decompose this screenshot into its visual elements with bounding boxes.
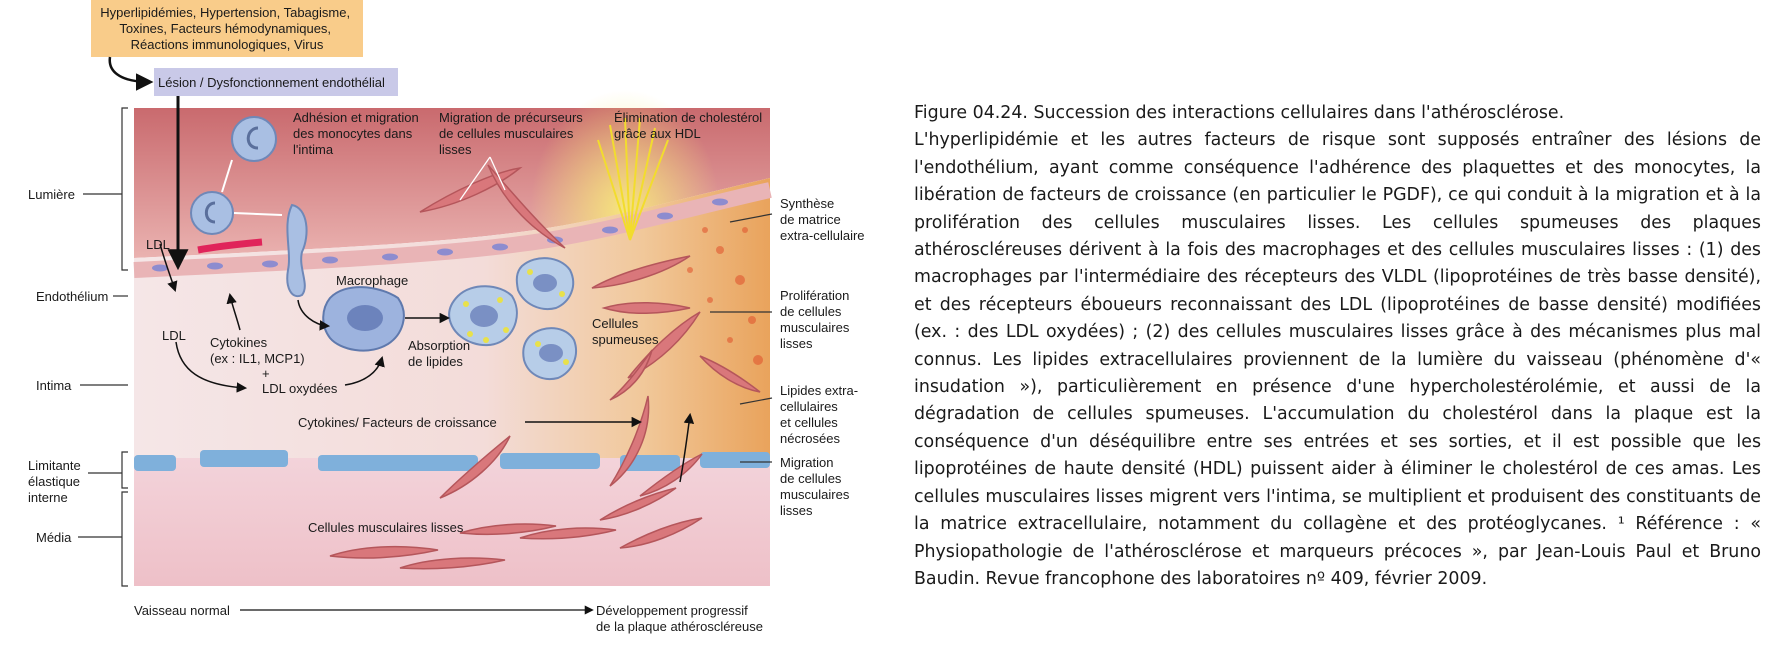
caption-title: Figure 04.24. Succession des interactions cellulaires dans l'athérosclérose. bbox=[914, 103, 1565, 123]
synthese-line-1: Synthèse bbox=[780, 196, 835, 211]
figure-caption bbox=[914, 100, 1761, 593]
macrophage-cell bbox=[323, 287, 404, 350]
label-intima: Intima bbox=[36, 378, 72, 393]
precursors-line-1: Migration de précurseurs bbox=[439, 110, 583, 125]
cytokines-line-1: Cytokines bbox=[210, 335, 268, 350]
svg-text:Synthèse de matrice ex bbox=[780, 196, 865, 243]
risk-factors-line-2: Toxines, Facteurs hémodynamiques, bbox=[119, 21, 332, 36]
label-limitante-2: élastique bbox=[28, 474, 81, 489]
absorption-line-1: Absorption bbox=[408, 338, 471, 353]
elimination-line-1: Élimination de cholestérol bbox=[614, 110, 763, 125]
proliferation-line-1: Prolifération bbox=[780, 288, 850, 303]
svg-text:Prolifération de cellules bbox=[780, 288, 853, 351]
absorption-line-2: de lipides bbox=[408, 354, 463, 369]
svg-text:Hyperlipidémies, Hypertension, bbox=[100, 5, 353, 52]
migration-line-2: de cellules bbox=[780, 471, 842, 486]
risk-to-lesion-arrow bbox=[110, 57, 150, 82]
foam-cells-line-1: Cellules bbox=[592, 316, 639, 331]
proliferation-line-2: de cellules bbox=[780, 304, 842, 319]
label-ldl-2: LDL bbox=[162, 328, 186, 343]
label-endothelium: Endothélium bbox=[36, 289, 109, 304]
label-ldl-1: LDL bbox=[146, 237, 170, 252]
svg-text:Lipides extra- cellulaires bbox=[780, 383, 862, 446]
label-limitante-1: Limitante bbox=[28, 458, 81, 473]
developpement-line-1: Développement progressif bbox=[596, 603, 748, 618]
label-ldl-oxydees: LDL oxydées bbox=[262, 381, 338, 396]
lipides-line-4: nécrosées bbox=[780, 431, 840, 446]
label-lumiere: Lumière bbox=[28, 187, 75, 202]
elimination-line-2: grâce aux HDL bbox=[614, 126, 701, 141]
developpement-line-2: de la plaque athéroscléreuse bbox=[596, 619, 763, 634]
synthese-line-3: extra-cellulaire bbox=[780, 228, 865, 243]
proliferation-line-4: lisses bbox=[780, 336, 813, 351]
adhesion-line-3: l'intima bbox=[293, 142, 334, 157]
adhesion-line-1: Adhésion et migration bbox=[293, 110, 419, 125]
risk-factors-line-1: Hyperlipidémies, Hypertension, Tabagisme, bbox=[100, 5, 351, 20]
lipides-line-1: Lipides extra- bbox=[780, 383, 859, 398]
label-cellules-musculaires: Cellules musculaires lisses bbox=[308, 520, 464, 535]
migration-line-3: musculaires bbox=[780, 487, 850, 502]
foam-cells-line-2: spumeuses bbox=[592, 332, 659, 347]
label-media: Média bbox=[36, 530, 72, 545]
label-macrophage: Macrophage bbox=[336, 273, 409, 288]
lipides-line-2: cellulaires bbox=[780, 399, 838, 414]
proliferation-line-3: musculaires bbox=[780, 320, 850, 335]
precursors-line-3: lisses bbox=[439, 142, 472, 157]
label-limitante-3: interne bbox=[28, 490, 68, 505]
migration-line-1: Migration bbox=[780, 455, 834, 470]
synthese-line-2: de matrice bbox=[780, 212, 841, 227]
lesion-label: Lésion / Dysfonctionnement endothélial bbox=[158, 75, 385, 90]
cytokines-line-3: + bbox=[262, 366, 270, 381]
precursors-line-2: de cellules musculaires bbox=[439, 126, 574, 141]
left-layer-brackets bbox=[78, 108, 128, 586]
lipides-line-3: et cellules bbox=[780, 415, 838, 430]
cytokines-line-2: (ex : IL1, MCP1) bbox=[210, 351, 305, 366]
caption-body: L'hyperlipidémie et les autres facteurs de risque sont supposés entraîner des lésions de l'endothélium, ayant comme conséquence l'adhérence des plaquettes et des monocytes, la libération de facteurs de croissance (en particulier le PGDF), ce qui conduit à la migration et à la prolifération des cellules musculaires lisses. Les cellules spumeuses des plaques athéroscléreuses dérivent à la fois des macrophages et des cellules musculaires lisses : (1) des macrophages par l'intermédiaire des récepteurs des VLDL (lipoprotéines de très basse densité), et des récepteurs éboueurs reconnaissant des LDL (lipoprotéines de basse densité) modifiées (ex. : des LDL oxydées) ; (2) des cellules musculaires lisses grâce à des mécanismes plus mal connus. Les lipides extracellulaires proviennent de la lumière du vaisseau (phénomène d'« insudation »), particulièrement en présence d'une hypercholestérolémie, et aussi de la dégradation de cellules spumeuses. L'accumulation du cholestérol dans la plaque est la conséquence d'un déséquilibre entre ses entrées et ses sorties, et il est possible que les lipoprotéines de haute densité (HDL) puissent aider à éliminer le cholestérol de ces amas. Les cellules musculaires lisses migrent vers l'intima, se multiplient et produisent des constituants de la matrice extracellulaire, notamment du collagène et des protéoglycanes. ¹ Référence : « Physiopathologie de l'athérosclérose et marqueurs précoces », par Jean-Louis Paul et Bruno Baudin. Revue francophone des laboratoires nº 409, février 2009. bbox=[914, 130, 1761, 589]
label-vaisseau-normal: Vaisseau normal bbox=[134, 603, 230, 618]
migration-line-4: lisses bbox=[780, 503, 813, 518]
label-cytokines-facteurs: Cytokines/ Facteurs de croissance bbox=[298, 415, 497, 430]
adhesion-line-2: des monocytes dans bbox=[293, 126, 413, 141]
svg-text:Limitante élastique in bbox=[28, 458, 84, 505]
risk-factors-line-3: Réactions immunologiques, Virus bbox=[130, 37, 324, 52]
svg-text:Migration de cellules bbox=[780, 455, 853, 518]
svg-text:Développement progressif d bbox=[596, 603, 763, 634]
